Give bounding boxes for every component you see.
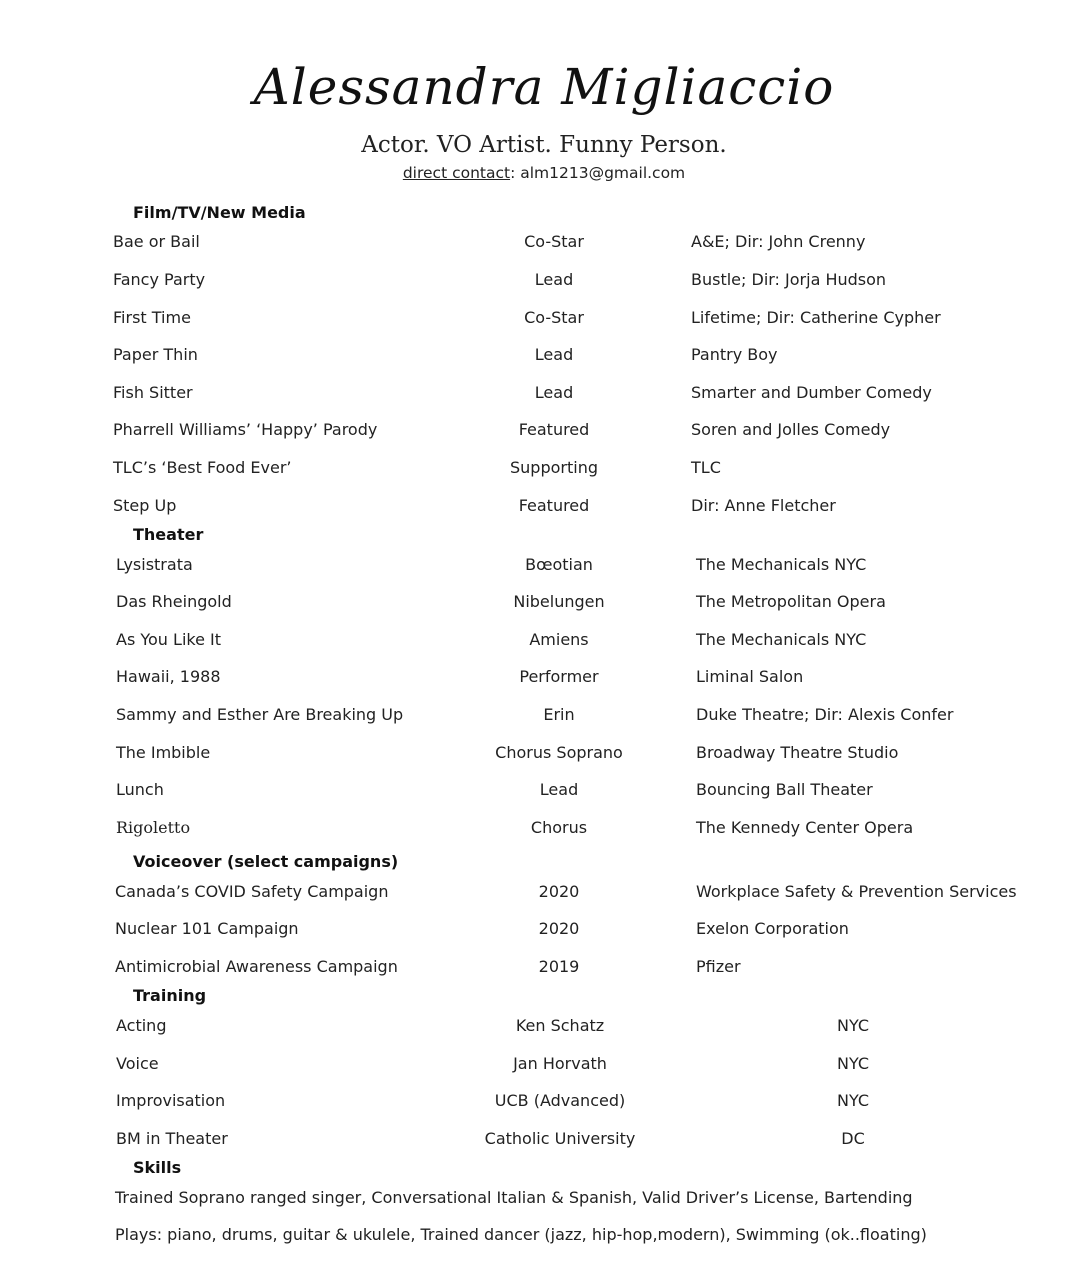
training-location: NYC [836, 1091, 870, 1110]
training-subject: Voice [116, 1054, 159, 1073]
table-row [0, 667, 1088, 691]
project-title: Fish Sitter [113, 383, 193, 402]
production: The Mechanicals NYC [696, 630, 867, 649]
role: Nibelungen [513, 592, 605, 611]
production: Lifetime; Dir: Catherine Cypher [691, 308, 941, 327]
resume-tagline: Actor. VO Artist. Funny Person. [361, 132, 727, 158]
contact-line [0, 164, 1088, 182]
skills-heading: Skills [133, 1158, 182, 1177]
table-row [0, 270, 1088, 294]
campaign-title: Nuclear 101 Campaign [115, 919, 299, 938]
table-row [0, 420, 1088, 444]
table-row [0, 630, 1088, 654]
training-teacher: Ken Schatz [515, 1016, 605, 1035]
table-row [0, 592, 1088, 616]
project-title: Paper Thin [113, 345, 198, 364]
table-row [0, 345, 1088, 369]
client: Pfizer [696, 957, 741, 976]
project-title: The Imbible [116, 743, 211, 762]
production: TLC [691, 458, 721, 477]
campaign-year: 2020 [538, 919, 580, 938]
table-row [0, 1016, 1088, 1040]
resume-name: Alessandra Migliaccio [253, 58, 835, 116]
table-row [0, 383, 1088, 407]
project-title: Rigoletto [116, 818, 191, 837]
project-title: Step Up [113, 496, 177, 515]
production: Dir: Anne Fletcher [691, 496, 836, 515]
role: Supporting [510, 458, 598, 477]
table-row [0, 705, 1088, 729]
role: Amiens [529, 630, 589, 649]
project-title: Lunch [116, 780, 164, 799]
project-title: TLC’s ‘Best Food Ever’ [113, 458, 292, 477]
training-subject: Acting [116, 1016, 167, 1035]
training-teacher: Jan Horvath [513, 1054, 607, 1073]
production: Soren and Jolles Comedy [691, 420, 891, 439]
table-row [0, 818, 1088, 842]
training-teacher: UCB (Advanced) [494, 1091, 626, 1110]
production: Smarter and Dumber Comedy [691, 383, 932, 402]
role: Lead [534, 383, 574, 402]
table-row [0, 1091, 1088, 1115]
training-teacher: Catholic University [484, 1129, 636, 1148]
production: A&E; Dir: John Crenny [691, 232, 866, 251]
campaign-title: Canada’s COVID Safety Campaign [115, 882, 389, 901]
table-row [0, 232, 1088, 256]
skills-line: Trained Soprano ranged singer, Conversational Italian & Spanish, Valid Driver’s License, Bartending [115, 1188, 913, 1207]
campaign-title: Antimicrobial Awareness Campaign [115, 957, 398, 976]
project-title: Das Rheingold [116, 592, 232, 611]
table-row [0, 882, 1088, 906]
project-title: First Time [113, 308, 191, 327]
project-title: Pharrell Williams’ ‘Happy’ Parody [113, 420, 378, 439]
table-row [0, 1054, 1088, 1078]
production: Bouncing Ball Theater [696, 780, 873, 799]
theater-heading: Theater [133, 525, 204, 544]
table-row [0, 743, 1088, 767]
training-subject: Improvisation [116, 1091, 226, 1110]
role: Chorus [530, 818, 588, 837]
production: Broadway Theatre Studio [696, 743, 899, 762]
role: Lead [539, 780, 579, 799]
production: The Mechanicals NYC [696, 555, 867, 574]
production: The Kennedy Center Opera [696, 818, 914, 837]
training-heading: Training [133, 986, 207, 1005]
role: Lead [534, 345, 574, 364]
film-heading: Film/TV/New Media [133, 203, 306, 222]
production: Pantry Boy [691, 345, 778, 364]
project-title: Bae or Bail [113, 232, 200, 251]
role: Lead [534, 270, 574, 289]
table-row [0, 308, 1088, 332]
table-row [0, 1129, 1088, 1153]
role: Chorus Soprano [495, 743, 623, 762]
client: Exelon Corporation [696, 919, 849, 938]
role: Co-Star [524, 232, 584, 251]
project-title: As You Like It [116, 630, 222, 649]
project-title: Sammy and Esther Are Breaking Up [116, 705, 404, 724]
campaign-year: 2020 [538, 882, 580, 901]
project-title: Fancy Party [113, 270, 206, 289]
training-subject: BM in Theater [116, 1129, 228, 1148]
role: Featured [518, 496, 590, 515]
table-row [0, 458, 1088, 482]
contact-email[interactable]: : alm1213@gmail.com [510, 164, 686, 182]
training-location: NYC [836, 1016, 870, 1035]
skills-line: Plays: piano, drums, guitar & ukulele, Trained dancer (jazz, hip-hop,modern), Swimming (ok..floating) [115, 1225, 927, 1244]
contact-label[interactable]: direct contact [402, 164, 511, 182]
voiceover-heading: Voiceover (select campaigns) [133, 852, 399, 871]
production: The Metropolitan Opera [696, 592, 886, 611]
production: Bustle; Dir: Jorja Hudson [691, 270, 887, 289]
role: Featured [518, 420, 590, 439]
table-row [0, 555, 1088, 579]
project-title: Hawaii, 1988 [116, 667, 221, 686]
role: Bœotian [525, 555, 593, 574]
training-location: DC [841, 1129, 865, 1148]
client: Workplace Safety & Prevention Services [696, 882, 1017, 901]
project-title: Lysistrata [116, 555, 193, 574]
production: Liminal Salon [696, 667, 804, 686]
table-row [0, 919, 1088, 943]
role: Performer [519, 667, 599, 686]
table-row [0, 780, 1088, 804]
role: Erin [543, 705, 575, 724]
training-location: NYC [836, 1054, 870, 1073]
table-row [0, 496, 1088, 520]
table-row [0, 957, 1088, 981]
role: Co-Star [524, 308, 584, 327]
production: Duke Theatre; Dir: Alexis Confer [696, 705, 954, 724]
campaign-year: 2019 [538, 957, 580, 976]
